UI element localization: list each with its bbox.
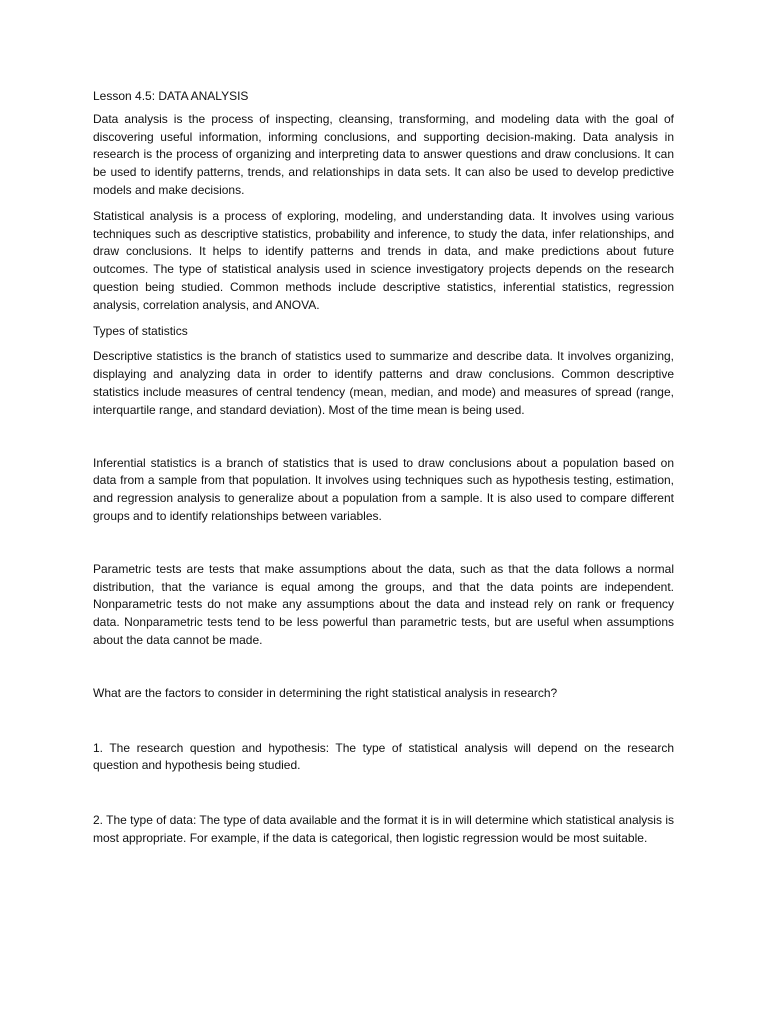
document-body (93, 88, 674, 848)
factor-item-1: 1. The research question and hypothesis: The type of statistical analysis will depend on the research question and hypothesis being studied. (93, 740, 674, 773)
heading-types-of-statistics: Types of statistics (93, 323, 188, 338)
lesson-title: Lesson 4.5: DATA ANALYSIS (93, 89, 249, 103)
paragraph-intro: Data analysis is the process of inspecting, cleansing, transforming, and modeling data with the goal of discovering useful information, informing conclusions, and supporting decision-making. Data analysis in research is the process of organizing and interpreting data to answer questions and draw conclusions. It can be used to identify patterns, trends, and relationships in data sets. It can also be used to develop predictive models and make decisions. (93, 111, 674, 197)
paragraph-parametric-tests: Parametric tests are tests that make assumptions about the data, such as that the data follows a normal distribution, that the variance is equal among the groups, and that the data points are independent. Nonparametric tests do not make any assumptions about the data and instead rely on rank or frequency data. Nonparametric tests tend to be less powerful than parametric tests, but are useful when assumptions about the data cannot be made. (93, 561, 674, 647)
factor-item-2: 2. The type of data: The type of data available and the format it is in will determine which statistical analysis is most appropriate. For example, if the data is categorical, then logistic regression would be most suitable. (93, 813, 674, 845)
paragraph-statistical-analysis: Statistical analysis is a process of exploring, modeling, and understanding data. It involves using various techniques such as descriptive statistics, probability and inference, to study the data, infer relationships, and draw conclusions. It helps to identify patterns and trends in data, and make predictions about future outcomes. The type of statistical analysis used in science investigatory projects depends on the research question being studied. Common methods include descriptive statistics, inferential statistics, regression analysis, correlation analysis, and ANOVA. (93, 208, 674, 312)
paragraph-descriptive-statistics: Descriptive statistics is the branch of statistics used to summarize and describe data. It involves organizing, displaying and analyzing data in order to identify patterns and draw conclusions. Common descriptive statistics include measures of central tendency (mean, median, and mode) and measures of spread (range, interquartile range, and standard deviation). Most of the time mean is being used. (93, 349, 674, 417)
paragraph-inferential-statistics: Inferential statistics is a branch of statistics that is used to draw conclusions about a population based on data from a sample from that population. It involves using techniques such as hypothesis testing, estimation, and regression analysis to generalize about a population from a sample. It is also used to compare different groups and to identify relationships between variables. (93, 455, 674, 523)
question-heading: What are the factors to consider in determining the right statistical analysis in research? (93, 685, 558, 700)
